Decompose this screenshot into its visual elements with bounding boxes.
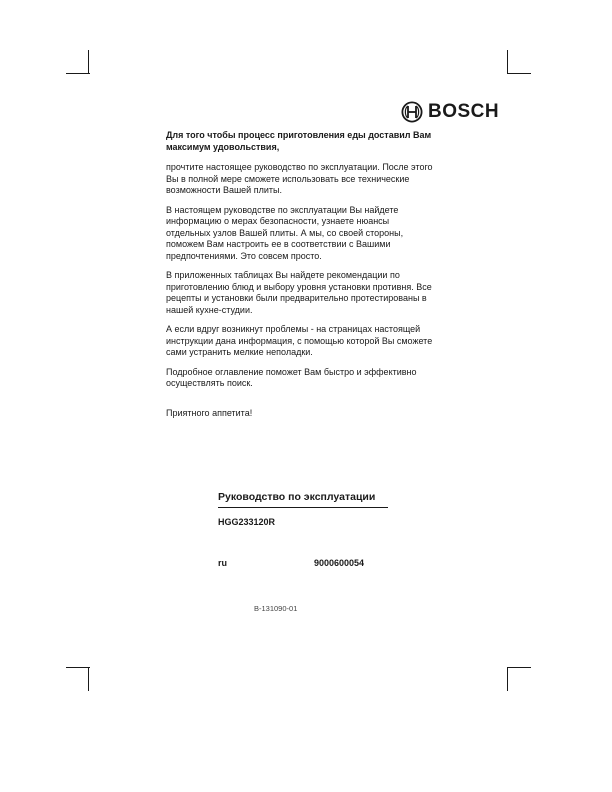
- title-divider: [218, 507, 388, 508]
- crop-mark-top-right-h: [507, 73, 531, 74]
- crop-mark-top-left-v: [88, 50, 89, 74]
- brand-name: BOSCH: [428, 101, 500, 122]
- part-number: 9000600054: [314, 558, 365, 568]
- intro-paragraph: прочтите настоящее руководство по эксплуатации. После этого Вы в полной мере сможете использовать все технические возможности Вашей плиты.: [166, 162, 433, 195]
- manual-title: Руководство по эксплуатации: [218, 491, 376, 503]
- crop-mark-bottom-right-v: [507, 667, 508, 691]
- crop-mark-bottom-left-h: [66, 667, 90, 668]
- document-code: B-131090-01: [254, 604, 298, 613]
- intro-paragraph: В настоящем руководстве по эксплуатации Вы найдете информацию о мерах безопасности, узнаете нюансы отдельных узлов Вашей плиты. А мы, со своей стороны, поможем Вам настроить ее в соответствии с Вашими предпочтениями. Это совсем просто.: [166, 204, 404, 261]
- sign-off: Приятного аппетита!: [166, 407, 253, 418]
- intro-heading: Для того чтобы процесс приготовления еды доставил Вам максимум удовольствия,: [166, 130, 432, 152]
- crop-mark-bottom-left-v: [88, 667, 89, 691]
- crop-mark-top-right-v: [507, 50, 508, 74]
- bosch-armature-icon: [401, 101, 423, 123]
- crop-mark-bottom-right-h: [507, 667, 531, 668]
- intro-paragraph: А если вдруг возникнут проблемы - на страницах настоящей инструкции дана информация, с помощью которой Вы сможете сами устранить мелкие неполадки.: [166, 324, 433, 357]
- intro-paragraph: В приложенных таблицах Вы найдете рекомендации по приготовлению блюд и выбору уровня установки противня. Все рецепты и установки были предварительно протестированы в нашей кухне-студии.: [166, 270, 432, 315]
- brand-logo: [401, 101, 499, 123]
- intro-section: [166, 130, 434, 427]
- crop-mark-top-left-h: [66, 73, 90, 74]
- model-number: HGG233120R: [218, 517, 276, 527]
- intro-paragraph: Подробное оглавление поможет Вам быстро и эффективно осуществлять поиск.: [166, 366, 417, 388]
- language-code: ru: [218, 558, 227, 568]
